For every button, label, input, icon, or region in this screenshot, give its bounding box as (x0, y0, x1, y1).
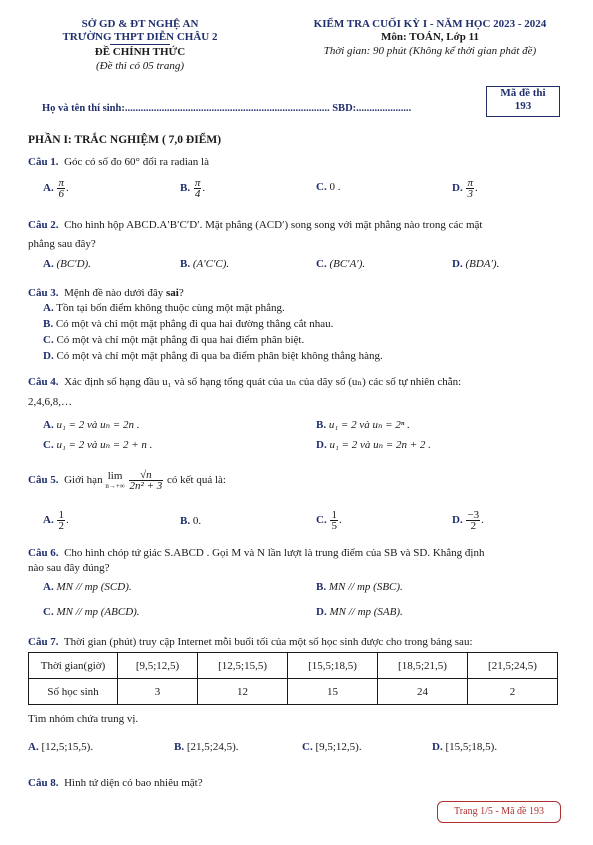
student-info-line: Họ và tên thí sinh:.............................................................................. SBD:..................... (42, 103, 412, 114)
school-underline (110, 44, 170, 45)
q7-option-d[interactable]: D. [15,5;18,5). (432, 741, 498, 753)
q6-option-c[interactable]: C. MN // mp (ABCD). (43, 606, 140, 618)
question-7-prompt: Tìm nhóm chứa trung vị. (28, 713, 139, 725)
exam-code-value: 193 (514, 100, 532, 112)
question-6: Câu 6. Cho hình chóp tứ giác S.ABCD . Gọi M và N lần lượt là trung điểm của SB và SD. Khẳng định (28, 547, 485, 559)
subject-line: Môn: TOÁN, Lớp 11 (381, 31, 479, 43)
page-count: (Đề thi có 05 trang) (96, 60, 184, 72)
question-4: Câu 4. Xác định số hạng đầu u₁ và số hạng tổng quát của uₙ của dãy số (uₙ) các số tự nhiên chẵn: (28, 376, 462, 388)
table-row (29, 653, 558, 679)
q7-option-c[interactable]: C. [9,5;12,5). (302, 741, 362, 753)
q6-option-d[interactable]: D. MN // mp (SAB). (316, 606, 403, 618)
question-8: Câu 8. Hình tứ diện có bao nhiêu mặt? (28, 777, 203, 789)
time-line: Thời gian: 90 phút (Không kể thời gian phát đề) (323, 45, 537, 57)
q2-option-d[interactable]: D. (BDA′). (452, 258, 500, 270)
table-cell: 12 (198, 679, 288, 705)
table-cell: 15 (288, 679, 378, 705)
q6-option-a[interactable]: A. MN // mp (SCD). (43, 581, 132, 593)
q2-option-a[interactable]: A. (BC′D). (43, 258, 91, 270)
table-cell: 3 (118, 679, 198, 705)
q3-option-d[interactable]: D. Có một và chỉ một mặt phẳng đi qua ba điểm phân biệt không thẳng hàng. (43, 350, 383, 362)
table-cell: [9,5;12,5) (118, 653, 198, 679)
limit-fraction: $\frac{√n}{\text{2n² + 3}}$ (129, 469, 163, 492)
q3-option-a[interactable]: A. Tồn tại bốn điểm không thuộc cùng một mặt phẳng. (43, 302, 285, 314)
q7-option-b[interactable]: B. [21,5;24,5). (174, 741, 239, 753)
q5-option-c[interactable]: C. $\frac{1}{5}$ . (316, 509, 342, 532)
frequency-table (28, 652, 558, 705)
table-cell: [15,5;18,5) (288, 653, 378, 679)
question-2-text-cont: phẳng sau đây? (28, 238, 96, 250)
exam-code-label: Mã đề thi (500, 87, 546, 99)
official-label: ĐỀ CHÍNH THỨC (94, 46, 186, 58)
exam-title: KIỂM TRA CUỐI KỲ I - NĂM HỌC 2023 - 2024 (313, 18, 547, 30)
q4-option-d[interactable]: D. u₁ = 2 và uₙ = 2n + 2 . (316, 439, 431, 451)
question-7: Câu 7. Thời gian (phút) truy cập Internet mỗi buổi tối của một số học sinh được cho trong bảng sau: (28, 636, 473, 648)
q5-option-a[interactable]: A. $\frac{1}{2}$ . (43, 509, 69, 532)
q4-option-b[interactable]: B. u₁ = 2 và uₙ = 2ⁿ . (316, 419, 410, 431)
section-title: PHẦN I: TRẮC NGHIỆM ( 7,0 ĐIỂM) (28, 134, 222, 146)
q1-option-a[interactable]: A. $\frac{\pi}{6}$ . (43, 177, 69, 200)
department-name: SỞ GD & ĐT NGHỆ AN (81, 18, 199, 30)
question-1 (28, 156, 209, 168)
school-name: TRƯỜNG THPT DIỄN CHÂU 2 (62, 31, 218, 43)
q1-option-d[interactable]: D. $\frac{\pi}{3}$ . (452, 177, 478, 200)
question-2-text: Cho hình hộp ABCD.A′B′C′D′. Mặt phẳng (ACD′) song song với mặt phẳng nào trong các mặt (64, 219, 483, 231)
q2-option-c[interactable]: C. (BC′A′). (316, 258, 366, 270)
question-6-text-cont: nào sau đây đúng? (28, 562, 110, 574)
table-row (29, 679, 558, 705)
q3-option-b[interactable]: B. Có một và chỉ một mặt phẳng đi qua hai đường thẳng cắt nhau. (43, 318, 334, 330)
table-cell: [21,5;24,5) (467, 653, 557, 679)
table-cell: [18,5;21,5) (378, 653, 468, 679)
question-4-text-cont: 2,4,6,8,… (28, 396, 72, 408)
table-cell: 24 (378, 679, 468, 705)
question-3: Câu 3. Mệnh đề nào dưới đây sai? (28, 287, 184, 299)
page-footer: Trang 1/5 - Mã đề 193 (437, 801, 561, 823)
q7-option-a[interactable]: A. [12,5;15,5). (28, 741, 94, 753)
q2-option-b[interactable]: B. (A′C′C). (180, 258, 230, 270)
question-5: Câu 5. Giới hạn lim n→+∞ $\frac{√n}{\text{2n² + 3}}$ có kết quả là: (28, 469, 226, 492)
q4-option-c[interactable]: C. u₁ = 2 và uₙ = 2 + n . (43, 439, 153, 451)
q1-option-c[interactable]: C. 0 . (316, 181, 341, 193)
q5-option-d[interactable]: D. $\frac{-3}{2}$ . (452, 509, 484, 532)
exam-code-box (486, 86, 560, 117)
table-header-cell: Thời gian(giờ) (29, 653, 118, 679)
q3-option-c[interactable]: C. Có một và chỉ một mặt phẳng đi qua hai điểm phân biệt. (43, 334, 305, 346)
q1-option-b[interactable]: B. $\frac{\pi}{4}$ . (180, 177, 206, 200)
question-2: Câu 2. Cho hình hộp ABCD.A′B′C′D′. Mặt phẳng (ACD′) song song với mặt phẳng nào trong các mặt (28, 219, 483, 231)
question-1-text: Góc có số đo 60° đổi ra radian là (64, 156, 209, 168)
question-1-label: Câu 1. (28, 156, 59, 168)
q5-option-b[interactable]: B. 0. (180, 515, 202, 527)
limit-operator: lim n→+∞ (105, 469, 125, 490)
table-header-cell: Số học sinh (29, 679, 118, 705)
table-cell: 2 (467, 679, 557, 705)
q4-option-a[interactable]: A. u₁ = 2 và uₙ = 2n . (43, 419, 140, 431)
table-cell: [12,5;15,5) (198, 653, 288, 679)
q6-option-b[interactable]: B. MN // mp (SBC). (316, 581, 403, 593)
